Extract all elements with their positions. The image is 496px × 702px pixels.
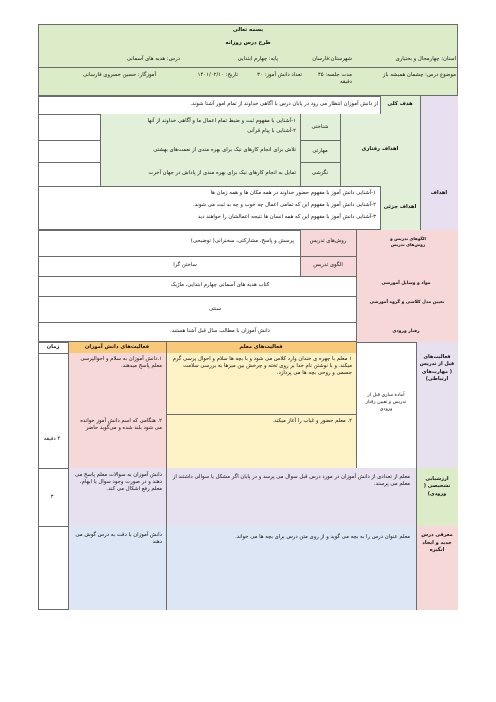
general-goal-text: از دانش آموزان انتظار می رود در پایان درس با آگاهی خداوند از تمام امور آشنا شوند. [190,101,378,107]
goals-label-cell [420,96,458,230]
prep-label: آماده سازی قبل از تدریس و تعیین رفتار ورودی [365,393,407,413]
eval-label: ارزشیابی تشخیصی ( ورودی) [423,476,451,497]
row2-student-text: ۲. هنگامی که اسم دانش آموز خوانده می شود بلند شده و می‌گوید حاضر [80,418,162,432]
row12-time: ۴ دقیقه [43,436,61,442]
row4-teacher-text: معلم عنوان درس را به بچه می گوید و از روی متن درس برای بچه ها می خواند. [235,534,410,540]
knowledge-item-1: ۱-آشنایی با مفهوم ثبت و ضبط تمام اعمال ما و آگاهی خداوند از آنها [147,118,296,124]
divider [38,186,420,187]
knowledge-label: شناختی [311,124,329,130]
row3-student-text: دانش آموزان به سوالات معلم پاسخ می دهند و در صورت وجود سوال یا ابهام، معلم رفع اشکال می کند. [75,472,162,493]
attitude-label: نگرشی [311,170,329,176]
methods-text: پرسش و پاسخ، مشارکتی، سخنرانی( توضیحی) [190,238,294,244]
row3-time: ۳ [50,494,54,500]
student-activities-header: فعالیت‌های دانش آموزان [84,344,150,350]
header-divider [38,67,458,68]
behavioral-goals-label: اهداف رفتاری [361,146,399,152]
row1-student-text: ۱.دانش آموزان به سلام و احوالپرسی معلم پاسخ میدهند. [80,356,162,370]
methods-section-label: الگوهای تدریس و روش‌های تدریس [390,236,426,247]
row3-teacher-text: معلم از تعدادی از دانش آموزان در مورد درس قبل سوال می پرسد و در پایان اگر مشکل یا سوالی داشتند از معلم می پرسند. [172,474,410,488]
pre-teaching-label: فعالیت‌های قبل از تدریس ( مهارت‌های ارتباطی) [419,354,455,383]
classroom-label: تعیین مدل کلاسی و گروه آموزشی [369,300,445,305]
students: تعداد دانش آموز: ۳۰ [257,72,302,78]
row1-teacher-text: ۱ معلم با چهره ی خندان وارد کلاس می شود و با بچه ها سلام و احوال پرسی گرم میکند. و با نوشتن نام خدا بر روی تخته و چرخش بین میزها به بررسی سلامت جسمی و روحی بچه ها می پردازد. [172,356,352,377]
pattern-label: الگوی تدریس [313,262,343,268]
entry-behavior-text: دانش آموزان با مطالب سال قبل آشنا هستند. [170,328,270,334]
goals-label: اهداف [430,190,448,196]
partial-goal-3: ۳-آشنایی دانش آموز با مفهوم این که همه انسان ها نتیجه اعمالشان را خواهند دید [197,214,376,220]
materials-label: مواد و وسایل آموزشی [381,281,431,286]
province: استان: چهارمحال و بختیاری [395,56,456,62]
intro-label: معرفی درس جدید و ایجاد انگیزه [421,532,453,554]
partial-goals-label: اهداف جزئی [383,204,417,210]
row4-student-text: دانش آموزان با دقت به درس گوش می دهند [75,532,162,546]
city: شهرستان:فارسان [312,56,352,62]
methods-label: روش‌های تدریس [309,238,347,244]
partial-goal-2: ۲-آشنایی دانش آموز با مفهوم این که تمامی اعمال چه خوب و چه بد ثبت می شوند. [192,202,376,208]
classroom-text: سنتی [208,306,222,312]
skill-label: مهارتی [312,148,328,154]
teacher-activities-header: فعالیت‌های معلم [239,344,283,350]
basmala: بسمه تعالی [232,27,264,33]
divider [38,256,356,257]
knowledge-item-2: ۲-آشنایی با پیام قرآنی [247,128,296,134]
pattern-text: ساختن گرا [173,262,197,268]
time-header: زمان [46,344,60,350]
subject: درس: هدیه های آسمانی [126,56,180,62]
materials-text: کتاب هدیه های آسمانی چهارم ابتدایی، ماژیک [170,282,270,288]
entry-behavior-label: رفتار ورودی [392,329,420,334]
partial-goal-1: ۱-آشنایی دانش آموز با مفهوم حضور خداوند در همه مکان ها و همه زمان ها [210,190,376,196]
duration: مدت جلسه: ۴۵ دقیقه [317,72,352,86]
teacher: آموزگار: حسین خسروی فارسانی [82,72,156,78]
plan-title: طرح درس روزانه [225,40,271,46]
date: تاریخ: ۱۴۰۱/۰۲/۱۰ [197,72,238,78]
topic: موضوع درس: چشمان همیشه باز [382,72,456,78]
skill-text: تلاش برای انجام کارهای نیک برای بهره مندی از نعمت‌های بهشتی [153,147,296,153]
row2-teacher-text: ۲. معلم حضور و غیاب را آغاز میکند. [272,418,352,424]
general-goal-label: هدف کلی [387,101,413,107]
attitude-text: تمایل به انجام کارهای نیک برای بهره مندی از پاداش در جهان آخرت [148,170,296,176]
grade: پایه: چهارم ابتدایی [237,56,278,62]
